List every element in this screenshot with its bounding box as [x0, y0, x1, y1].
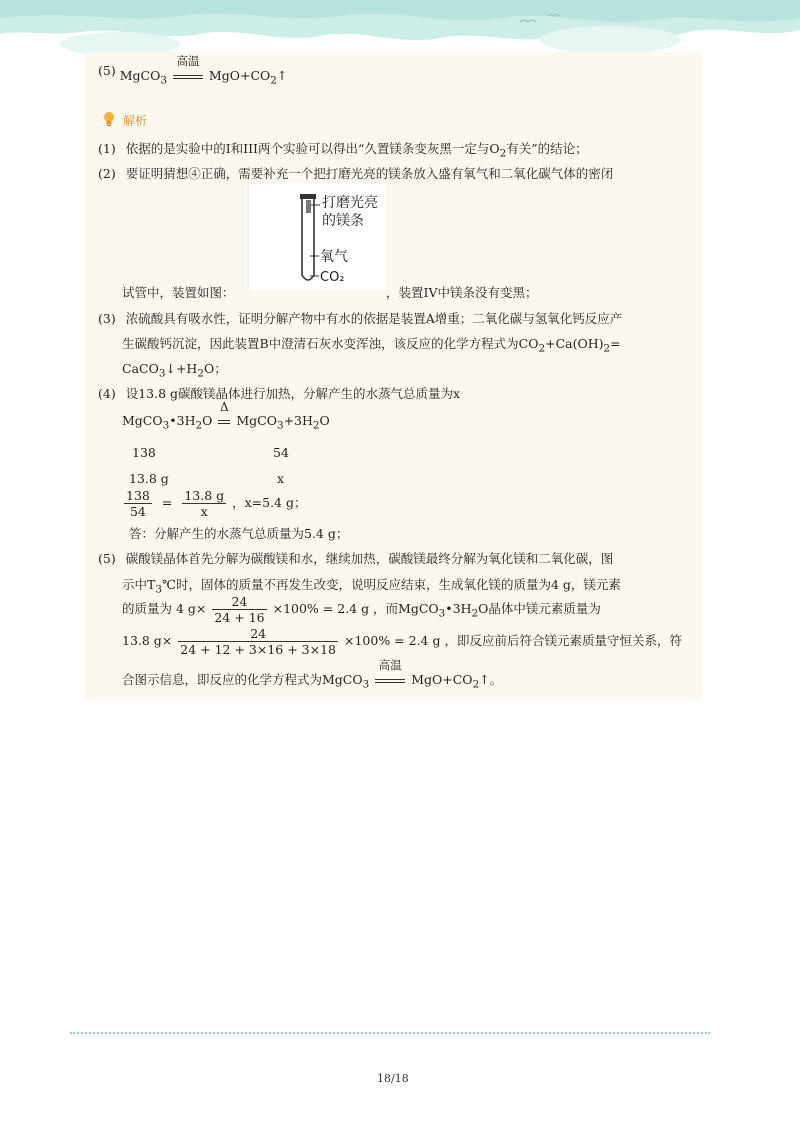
subscript: 2: [538, 342, 546, 355]
footer-divider: [70, 1032, 710, 1034]
item-number: (2): [98, 166, 116, 181]
paragraph-3-line3: [122, 359, 227, 380]
denominator: 54: [129, 504, 146, 519]
item-number: (4): [98, 386, 116, 401]
subscript: 2: [603, 342, 611, 355]
subscript: 3: [276, 419, 284, 432]
denominator: 24 + 16: [214, 610, 265, 625]
text: =: [610, 336, 621, 351]
text: ，x=5.4 g；: [232, 495, 307, 510]
subscript: 3: [160, 74, 167, 87]
subscript: 2: [499, 147, 507, 160]
text: •3H: [445, 601, 472, 616]
text: 要证明猜想④正确，需要补充一个把打磨光亮的镁条放入盛有氧气和二氧化碳气体的密闭: [125, 166, 614, 181]
text: O: [319, 413, 330, 428]
text: 生碳酸钙沉淀，因此装置B中澄清石灰水变浑浊，该反应的化学方程式为CO: [122, 336, 539, 351]
paragraph-5-line2: [122, 575, 621, 596]
label-magnesium-strip-1: 打磨光亮: [322, 195, 378, 211]
analysis-title: 解析: [123, 114, 148, 128]
condition-text: 高温: [378, 658, 402, 672]
page-number: 18/18: [377, 1072, 409, 1085]
text: O晶体中镁元素质量为: [478, 601, 601, 616]
test-tube-diagram: [246, 183, 386, 290]
test-tube-figure: [246, 183, 386, 290]
paragraph-2-line2a: 试管中，装置如图：: [122, 285, 235, 300]
text: 合图示信息，即反应的化学方程式为MgCO: [122, 672, 363, 687]
fraction: [124, 488, 152, 519]
subscript: 3: [158, 367, 166, 380]
condition-text: Δ: [220, 400, 229, 414]
label-oxygen: 氧气: [320, 249, 348, 265]
text: 碳酸镁晶体首先分解为碳酸镁和水，继续加热，碳酸镁最终分解为氧化镁和二氧化碳，图: [125, 551, 614, 566]
text: 示中T: [122, 577, 156, 592]
item-number: (1): [98, 141, 116, 156]
text: ℃时，固体的质量不再发生改变，说明反应结束，生成氧化镁的质量为4 g，镁元素: [161, 577, 621, 592]
paragraph-4-line1: [98, 384, 460, 402]
paragraph-1: [98, 139, 588, 160]
paragraph-4-answer: 答：分解产生的水蒸气总质量为5.4 g；: [129, 526, 349, 541]
numerator: 13.8 g: [184, 488, 225, 503]
numerator: 24: [212, 594, 266, 610]
text: •3H: [169, 413, 196, 428]
lightbulb-icon: [102, 111, 116, 127]
gas-arrow: ↑: [276, 68, 288, 83]
text: 有关”的结论；: [506, 141, 588, 156]
paragraph-3-line2: [122, 334, 621, 355]
text: O: [202, 413, 213, 428]
text: 浓硫酸具有吸水性，证明分解产物中有水的依据是装置A增重；二氧化碳与氢氧化钙反应产: [125, 311, 623, 326]
text: 设13.8 g碳酸镁晶体进行加热，分解产生的水蒸气总质量为x: [125, 386, 461, 401]
item-number: (3): [98, 311, 116, 326]
molar-mass-54: 54: [273, 445, 289, 460]
text: ×100% = 2.4 g ，即反应前后符合镁元素质量守恒关系，符: [344, 633, 682, 648]
fraction: [178, 626, 338, 657]
paragraph-3-line1: [98, 309, 622, 327]
numerator: 24: [178, 626, 338, 642]
proportion-equation: [122, 488, 307, 519]
text: ↑。: [479, 672, 503, 687]
text: MgCO: [236, 413, 277, 428]
paragraph-2-line1: [98, 164, 613, 182]
text: +Ca(OH): [545, 336, 604, 351]
condition-text: 高温: [176, 54, 200, 68]
text: MgCO: [122, 413, 163, 428]
text: MgO+CO: [411, 672, 473, 687]
answer-5-equation: [98, 54, 288, 87]
text: ×100% = 2.4 g ，而MgCO: [272, 601, 439, 616]
subscript: 2: [197, 367, 204, 380]
formula-text: MgO+CO: [208, 68, 271, 83]
text: +3H: [283, 413, 313, 428]
subscript: 3: [362, 678, 370, 691]
paragraph-5-line4: [122, 626, 682, 657]
subscript: 3: [162, 419, 170, 432]
subscript: 3: [438, 607, 446, 620]
fraction: [212, 594, 266, 625]
text: O；: [203, 361, 227, 376]
reaction-condition: [171, 54, 205, 83]
text: ↓+H: [165, 361, 198, 376]
paragraph-5-line5: [122, 658, 503, 691]
molar-mass-138: 138: [132, 445, 156, 460]
text: CaCO: [122, 361, 159, 376]
subscript: 2: [471, 607, 479, 620]
fraction: [182, 488, 226, 519]
paragraph-2-line2b: ，装置IV中镁条没有变黑；: [386, 285, 538, 300]
item-number: (5): [98, 63, 116, 78]
reaction-condition: [216, 400, 232, 428]
subscript: 2: [195, 419, 203, 432]
subscript: 2: [312, 419, 320, 432]
text: 的质量为 4 g×: [122, 601, 207, 616]
item-number: (5): [98, 551, 116, 566]
label-magnesium-strip-2: 的镁条: [322, 213, 364, 229]
subscript: 2: [472, 678, 480, 691]
subscript: 3: [155, 583, 162, 596]
formula-text: MgCO: [119, 68, 161, 83]
paragraph-5-line3: [122, 594, 601, 625]
unknown-x: x: [277, 471, 285, 486]
decomposition-equation: [122, 400, 330, 432]
paragraph-5-line1: [98, 549, 613, 567]
text: 13.8 g×: [122, 633, 173, 648]
label-co2: CO₂: [320, 270, 345, 285]
denominator: 24 + 12 + 3×16 + 3×18: [180, 642, 337, 657]
reaction-condition: [373, 658, 407, 687]
text: =: [161, 495, 173, 510]
given-mass: 13.8 g: [129, 471, 169, 486]
denominator: x: [200, 504, 208, 519]
text: 依据的是实验中的I和III两个实验可以得出“久置镁条变灰黑一定与O: [125, 141, 500, 156]
numerator: 138: [126, 488, 150, 503]
subscript: 2: [270, 74, 277, 87]
